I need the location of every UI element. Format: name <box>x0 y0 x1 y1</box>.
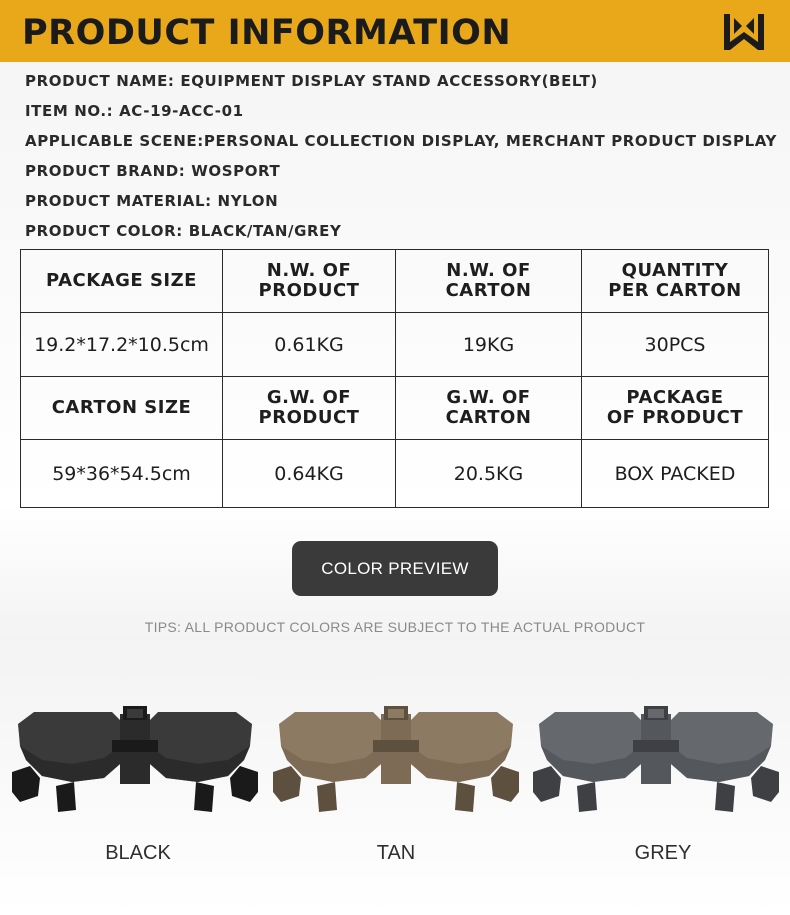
value-carton-size: 59*36*54.5cm <box>21 440 223 508</box>
header-nw-product: N.W. OF PRODUCT <box>223 250 396 313</box>
header-quantity-per-carton: QUANTITY PER CARTON <box>582 250 769 313</box>
color-preview-button[interactable]: COLOR PREVIEW <box>292 541 498 596</box>
header-package-of-product: PACKAGE OF PRODUCT <box>582 377 769 440</box>
product-brand: PRODUCT BRAND: WOSPORT <box>25 162 281 180</box>
header-nw-carton: N.W. OF CARTON <box>396 250 582 313</box>
specs-table <box>20 249 769 508</box>
product-info <box>25 66 777 246</box>
product-image-grey <box>533 706 779 816</box>
color-label-grey: GREY <box>634 842 692 864</box>
header-gw-product: G.W. OF PRODUCT <box>223 377 396 440</box>
value-package-size: 19.2*17.2*10.5cm <box>21 313 223 377</box>
page-title: PRODUCT INFORMATION <box>22 13 512 53</box>
value-gw-carton: 20.5KG <box>396 440 582 508</box>
value-package-of-product: BOX PACKED <box>582 440 769 508</box>
color-label-black: BLACK <box>105 842 171 864</box>
wosport-logo-icon <box>720 12 768 52</box>
product-material: PRODUCT MATERIAL: NYLON <box>25 192 279 210</box>
value-nw-carton: 19KG <box>396 313 582 377</box>
product-image-black <box>12 706 258 816</box>
table-row <box>21 377 769 440</box>
table-row <box>21 313 769 377</box>
table-row <box>21 250 769 313</box>
color-label-tan: TAN <box>376 842 416 864</box>
header-bar <box>0 0 790 62</box>
value-quantity-per-carton: 30PCS <box>582 313 769 377</box>
applicable-scene: APPLICABLE SCENE:PERSONAL COLLECTION DISPLAY, MERCHANT PRODUCT DISPLAY <box>25 132 778 150</box>
value-gw-product: 0.64KG <box>223 440 396 508</box>
product-image-tan <box>273 706 519 816</box>
value-nw-product: 0.61KG <box>223 313 396 377</box>
header-carton-size: CARTON SIZE <box>21 377 223 440</box>
table-row <box>21 440 769 508</box>
header-package-size: PACKAGE SIZE <box>21 250 223 313</box>
product-color: PRODUCT COLOR: BLACK/TAN/GREY <box>25 222 342 240</box>
tips-text: TIPS: ALL PRODUCT COLORS ARE SUBJECT TO THE ACTUAL PRODUCT <box>144 619 646 635</box>
header-gw-carton: G.W. OF CARTON <box>396 377 582 440</box>
item-number: ITEM NO.: AC-19-ACC-01 <box>25 102 244 120</box>
product-name: PRODUCT NAME: EQUIPMENT DISPLAY STAND ACCESSORY(BELT) <box>25 72 598 90</box>
